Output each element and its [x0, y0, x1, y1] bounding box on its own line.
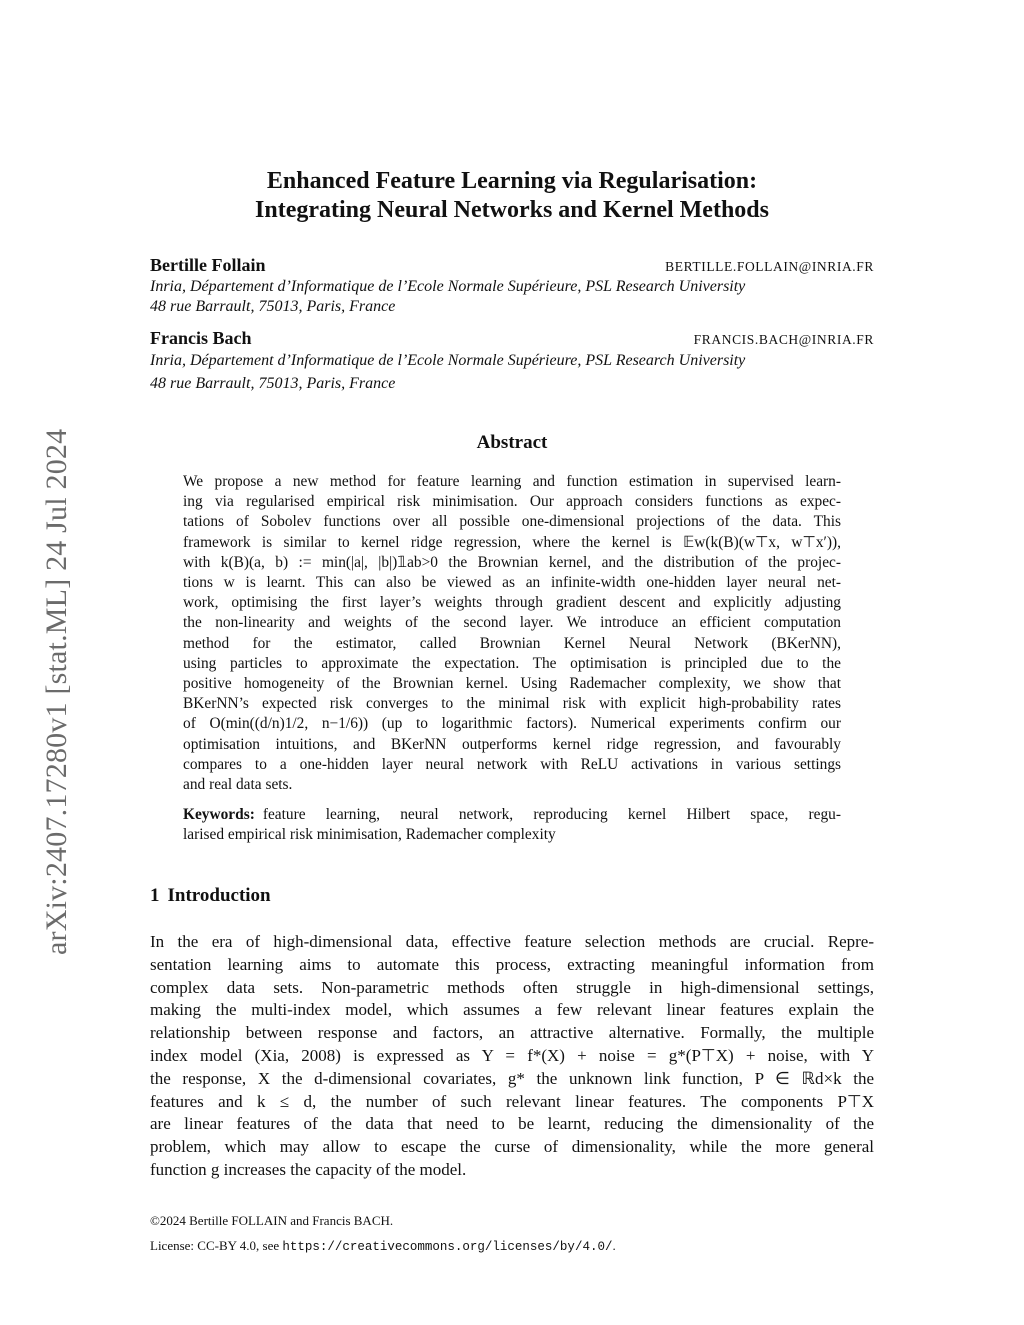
author-address: 48 rue Barrault, 75013, Paris, France — [150, 298, 396, 315]
title-line-2: Integrating Neural Networks and Kernel Methods — [255, 197, 769, 223]
intro-line: index model (Xia, 2008) is expressed as Y = f*(X) + noise = g*(P⊤X) + noise, with Y — [150, 1045, 874, 1065]
abstract-line: tations of Sobolev functions over all possible one-dimensional projections of the data. This — [183, 513, 841, 531]
abstract-line: compares to a one-hidden layer neural network with ReLU activations in various settings — [183, 755, 841, 773]
abstract-line: positive homogeneity of the Brownian kernel. Using Rademacher complexity, we show that — [183, 675, 841, 693]
intro-line: the response, X the d-dimensional covariates, g* the unknown link function, P ∈ ℝd×k the — [150, 1068, 874, 1088]
intro-line: are linear features of the data that need to be learnt, reducing the dimensionality of the — [150, 1114, 874, 1134]
intro-line: sentation learning aims to automate this process, extracting meaningful information from — [150, 954, 874, 974]
abstract-line: We propose a new method for feature learning and function estimation in supervised learn- — [183, 473, 841, 490]
author-affiliation: Inria, Département d’Informatique de l’Ecole Normale Supérieure, PSL Research University — [150, 278, 746, 295]
author-affiliation: Inria, Département d’Informatique de l’Ecole Normale Supérieure, PSL Research University — [150, 352, 746, 369]
abstract-line: method for the estimator, called Brownian Kernel Neural Network (BKerNN), — [183, 634, 841, 652]
title-line-1: Enhanced Feature Learning via Regularisation: — [266, 168, 758, 194]
abstract-line: with k(B)(a, b) := min(|a|, |b|)𝟙ab>0 the Brownian kernel, and the distribution of the projec- — [183, 553, 841, 571]
introduction-body — [150, 931, 874, 1182]
license-link[interactable]: https://creativecommons.org/licenses/by/4.0/ — [282, 1240, 613, 1254]
intro-line: making the multi-index model, which assumes a few relevant linear features explain the — [150, 1000, 874, 1020]
intro-line: relationship between response and factors, an attractive alternative. Formally, the multiple — [150, 1023, 874, 1043]
abstract-line: ing via regularised empirical risk minimisation. Our approach considers functions as expec- — [183, 493, 841, 511]
author-name: Francis Bach — [150, 328, 252, 348]
intro-line: In the era of high-dimensional data, effective feature selection methods are crucial. Repre- — [150, 932, 874, 951]
author-address: 48 rue Barrault, 75013, Paris, France — [150, 375, 396, 392]
abstract-line: using particles to approximate the expectation. The optimisation is principled due to the — [183, 654, 841, 672]
intro-line: function g increases the capacity of the model. — [150, 1159, 467, 1179]
abstract-line: and real data sets. — [183, 776, 293, 794]
author-name: Bertille Follain — [150, 255, 266, 275]
abstract-heading: Abstract — [476, 432, 548, 453]
license-footnote — [150, 1238, 616, 1254]
intro-line: problem, which may allow to escape the curse of dimensionality, while the more general — [150, 1137, 874, 1157]
abstract-body — [183, 472, 841, 795]
abstract-line: tions w is learnt. This can also be viewed as an infinite-width one-hidden layer neural net- — [183, 574, 841, 592]
intro-line: features and k ≤ d, the number of such relevant linear features. The components P⊤X — [150, 1091, 874, 1111]
abstract-line: of O(min((d/n)1/2, n−1/6)) (up to logarithmic factors). Numerical experiments confirm our — [183, 715, 841, 733]
paper-title — [0, 167, 1024, 225]
section-heading — [150, 885, 271, 907]
section-title: Introduction — [167, 885, 271, 906]
intro-line: complex data sets. Non-parametric methods often struggle in high-dimensional settings, — [150, 977, 874, 997]
license-suffix: . — [612, 1238, 616, 1253]
keywords-line-2: larised empirical risk minimisation, Rademacher complexity — [183, 826, 556, 844]
abstract-line: the non-linearity and weights of the second layer. We introduce an efficient computation — [183, 614, 841, 632]
copyright-footnote: ©2024 Bertille FOLLAIN and Francis BACH. — [150, 1213, 394, 1228]
abstract-line: work, optimising the first layer’s weights through gradient descent and explicitly adjusting — [183, 594, 841, 612]
arxiv-identifier-sidebar: arXiv:2407.17280v1 [stat.ML] 24 Jul 2024 — [40, 428, 73, 955]
author-email[interactable]: BERTILLE.FOLLAIN@INRIA.FR — [665, 259, 874, 274]
keywords-line-1: feature learning, neural network, reproducing kernel Hilbert space, regu- — [262, 806, 841, 823]
author-email[interactable]: FRANCIS.BACH@INRIA.FR — [693, 332, 874, 347]
abstract-line: framework is similar to kernel ridge regression, where the kernel is 𝔼w(k(B)(w⊤x, w⊤x′)), — [183, 533, 841, 551]
license-prefix: License: CC-BY 4.0, see — [150, 1238, 283, 1253]
keywords-label: Keywords: — [183, 806, 255, 823]
abstract-line: optimisation intuitions, and BKerNN outperforms kernel ridge regression, and favourably — [183, 735, 841, 753]
abstract-line: BKerNN’s expected risk converges to the minimal risk with explicit high-probability rates — [183, 695, 841, 713]
keywords — [183, 805, 841, 845]
section-number: 1 — [150, 885, 160, 906]
